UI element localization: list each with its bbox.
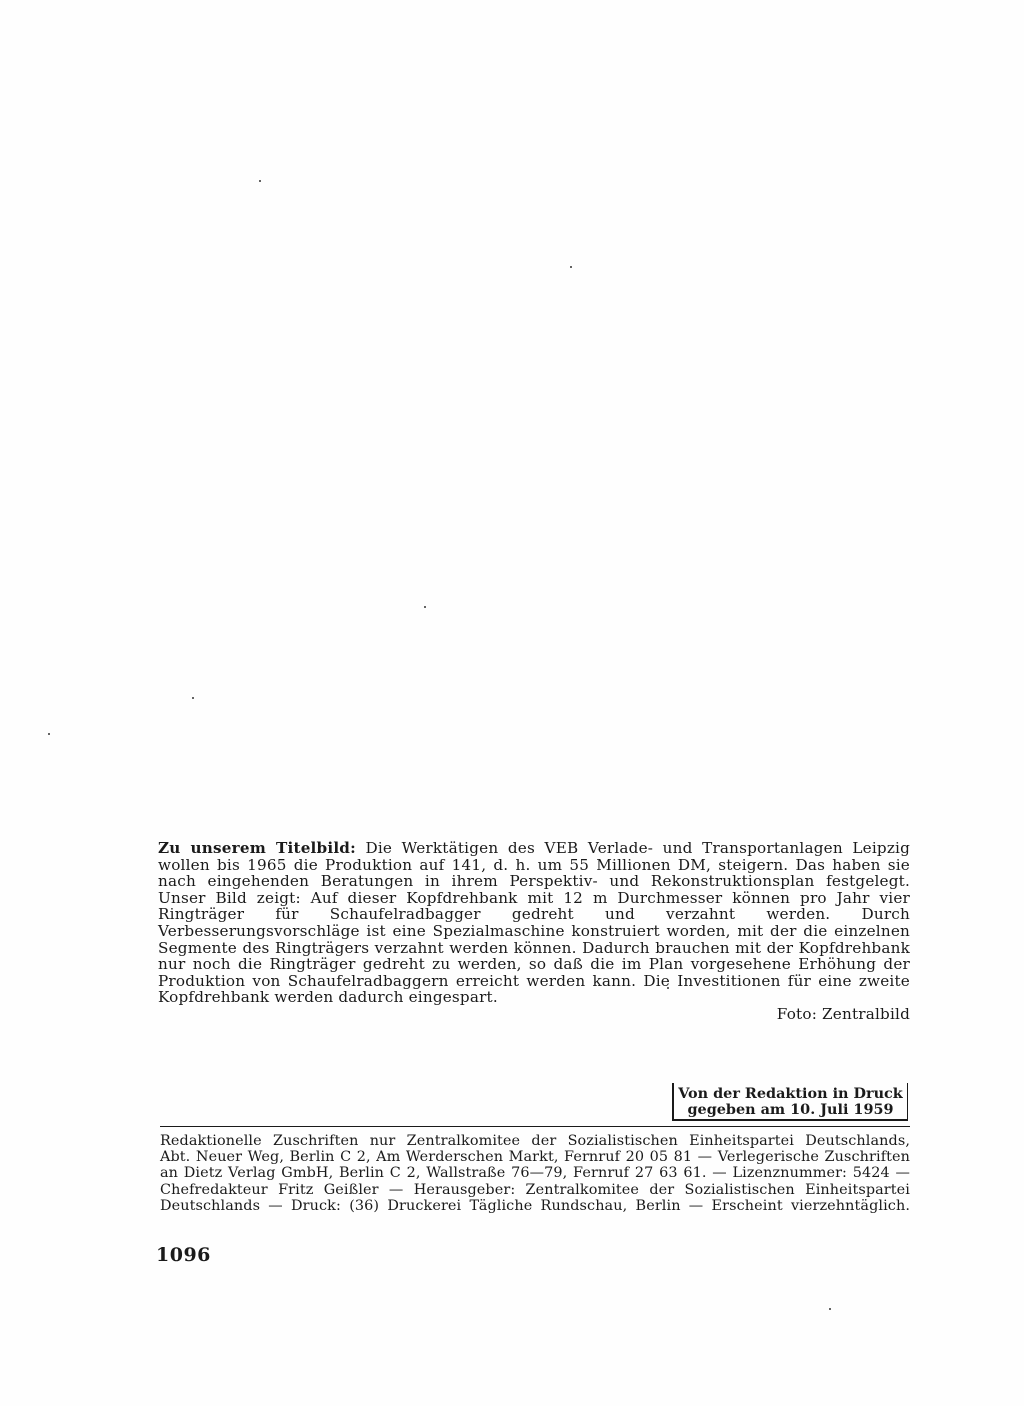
imprint-divider: [160, 1126, 910, 1127]
imprint-line-1: Redaktionelle Zuschriften nur Zentralkomitee der Sozialistischen Einheitspartei Deutschlands,: [160, 1133, 910, 1149]
print-notice-line-2: gegeben am 10. Juli 1959: [687, 1101, 894, 1118]
print-speck: [570, 266, 572, 268]
print-speck: [192, 697, 194, 699]
page-number: 1096: [156, 1244, 211, 1266]
imprint-line-4: Chefredakteur Fritz Geißler — Herausgeber: Zentralkomitee der Sozialistischen Einheitspartei: [160, 1181, 910, 1198]
imprint-line-2: Abt. Neuer Weg, Berlin C 2, Am Werderschen Markt, Fernruf 20 05 81 — Verlegerische Zuschriften: [160, 1149, 910, 1166]
print-speck: [424, 606, 426, 608]
imprint-block: [160, 1133, 910, 1214]
print-speck: [829, 1308, 831, 1310]
print-speck: [259, 180, 261, 182]
imprint-line-3: an Dietz Verlag GmbH, Berlin C 2, Wallstraße 76—79, Fernruf 27 63 61. — Lizenznummer: 5424 —: [160, 1165, 910, 1182]
print-notice-line-1: Von der Redaktion in Druck: [678, 1085, 903, 1102]
caption-lead: Zu unserem Titelbild:: [158, 839, 356, 857]
imprint-line-5: Deutschlands — Druck: (36) Druckerei Tägliche Rundschau, Berlin — Erscheint vierzehntäglich.: [160, 1197, 910, 1214]
photo-credit: Foto: Zentralbild: [776, 1004, 910, 1023]
caption-body: Die Werktätigen des VEB Verlade- und Transportanlagen Leipzig wollen bis 1965 die Produktion auf 141, d. h. um 55 Millionen DM, steigern. Das haben sie nach eingehenden Beratungen in ihrem Perspektiv- und Rekonstruktionsplan festgelegt. Unser Bild zeigt: Auf dieser Kopfdrehbank mit 12 m Durchmesser können pro Jahr vier Ringträger für Schaufelradbagger gedreht und verzahnt werden. Durch Verbesserungsvorschläge ist eine Spezialmaschine konstruiert worden, mit der die einzelnen Segmente des Ringträgers verzahnt werden können. Dadurch brauchen mit der Kopfdrehbank nur noch die Ringträger gedreht zu werden, so daß die im Plan vorgesehene Erhöhung der Produktion von Schaufelradbaggern erreicht werden kann. Die Investitionen für eine zweite Kopfdrehbank werden dadurch eingespart.: [158, 839, 910, 1007]
print-speck: [48, 733, 50, 735]
print-date-notice: [672, 1083, 908, 1121]
title-image-caption: [158, 840, 910, 1023]
